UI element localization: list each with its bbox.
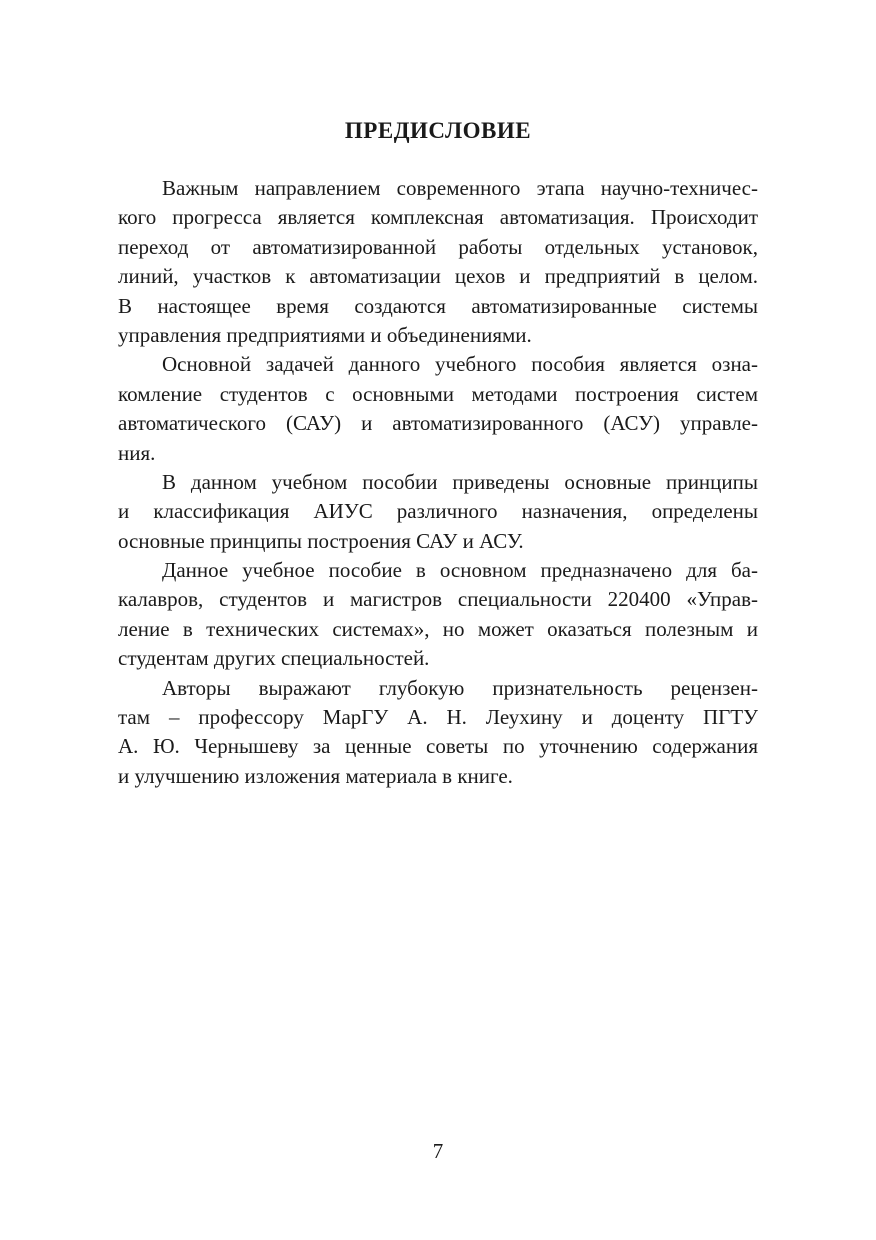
text-line: В данном учебном пособии приведены основные принципы [162,469,758,494]
text-line: линий, участков к автоматизации цехов и предприятий в целом. [118,264,758,289]
page-title: ПРЕДИСЛОВИЕ [344,118,532,143]
paragraph-3 [118,468,758,556]
text-line: ление в технических системах», но может оказаться полезным и [118,616,758,641]
text-line: В настоящее время создаются автоматизированные системы [118,293,758,318]
text-line: Авторы выражают глубокую признательность рецензен- [162,675,758,700]
paragraph-4 [118,556,758,674]
text-line: управления предприятиями и объединениями. [118,322,532,347]
text-line: основные принципы построения САУ и АСУ. [118,528,524,553]
text-line: и классификация АИУС различного назначения, определены [118,499,758,524]
text-line: там – профессору МарГУ А. Н. Леухину и доценту ПГТУ [118,705,758,730]
paragraph-5 [118,674,758,792]
text-line: Важным направлением современного этапа научно-техничес- [162,176,758,200]
text-line: переход от автоматизированной работы отдельных установок, [118,234,758,259]
paragraph-2 [118,350,758,468]
text-line: и улучшению изложения материала в книге. [118,763,513,788]
text-line: комление студентов с основными методами построения систем [118,381,758,406]
text-line: студентам других специальностей. [118,646,430,671]
paragraph-1 [118,174,758,350]
preface-body [118,174,758,791]
text-line: ния. [118,440,156,465]
text-line: кого прогресса является комплексная автоматизация. Происходит [118,205,758,230]
text-line: А. Ю. Чернышеву за ценные советы по уточнению содержания [118,734,758,759]
text-line: Основной задачей данного учебного пособия является озна- [162,352,758,377]
text-line: калавров, студентов и магистров специальности 220400 «Управ- [118,587,758,612]
text-line: Данное учебное пособие в основном предназначено для ба- [162,558,758,583]
page-number: 7 [432,1139,444,1163]
text-line: автоматического (САУ) и автоматизированного (АСУ) управле- [118,411,758,436]
